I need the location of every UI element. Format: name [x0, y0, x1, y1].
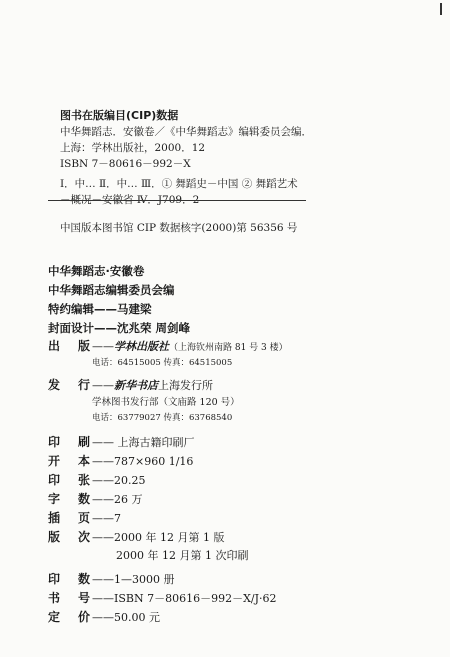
book-title: 中华舞蹈志·安徽卷 — [48, 264, 145, 278]
publisher-phone: 电话：64515005 传真：64515005 — [92, 358, 233, 368]
spec-row: 定 价 ——50.00 元 — [48, 610, 160, 624]
spec-row: 插 页 ——7 — [48, 511, 121, 525]
edition-cont: 2000 年 12 月第 1 次印刷 — [116, 549, 249, 562]
spec-row: 印 张 ——20.25 — [48, 473, 146, 487]
row-label: 发 行 — [48, 378, 90, 392]
divider — [48, 200, 306, 201]
publisher-logo: 学林出版社 — [114, 340, 169, 353]
cip-line: Ⅰ．中… Ⅱ．中… Ⅲ．① 舞蹈史－中国 ② 舞蹈艺术 — [60, 178, 298, 190]
cip-number: 中国版本图书馆 CIP 数据核字(2000)第 56356 号 — [60, 222, 298, 234]
book-editor: 中华舞蹈志编辑委员会编 — [48, 283, 175, 297]
spec-row: 印 数 ——1—3000 册 — [48, 572, 175, 586]
cip-line: 上海：学林出版社，2000．12 — [60, 142, 206, 154]
cip-heading: 图书在版编目(CIP)数据 — [60, 109, 179, 122]
distributor-logo: 新华书店 — [114, 379, 158, 392]
spec-row: 书 号 ——ISBN 7－80616－992－X/J·62 — [48, 591, 277, 605]
colophon-table — [48, 337, 288, 627]
distributor-row — [48, 376, 288, 395]
spec-row: 字 数 ——26 万 — [48, 492, 143, 506]
cover-design: 封面设计——沈兆荣 周剑峰 — [48, 321, 191, 335]
special-editor: 特约编辑——马建梁 — [48, 302, 152, 316]
spec-row: 版 次 ——2000 年 12 月第 1 版 — [48, 530, 225, 544]
spec-row: 开 本 ——787×960 1/16 — [48, 454, 194, 468]
cip-line: 中华舞蹈志．安徽卷／《中华舞蹈志》编辑委员会编． — [60, 126, 312, 138]
cip-block — [60, 108, 312, 208]
distributor-dept: 学林图书发行部（文庙路 120 号） — [92, 397, 240, 408]
row-value: ——新华书店上海发行所 — [92, 379, 213, 392]
row-label: 出 版 — [48, 339, 90, 353]
scan-top-edge — [0, 0, 450, 20]
distributor-phone: 电话：63779027 传真：63768540 — [92, 413, 233, 423]
publisher-row — [48, 337, 288, 356]
scan-mark — [440, 3, 442, 15]
cip-line: －概况－安徽省 Ⅳ．J709．2 — [60, 194, 200, 206]
spec-row: 印 刷 —— 上海古籍印刷厂 — [48, 435, 195, 449]
row-value: ——学林出版社（上海钦州南路 81 号 3 楼） — [92, 340, 288, 353]
cip-line: ISBN 7－80616－992－X — [60, 158, 191, 170]
book-info — [48, 262, 190, 338]
